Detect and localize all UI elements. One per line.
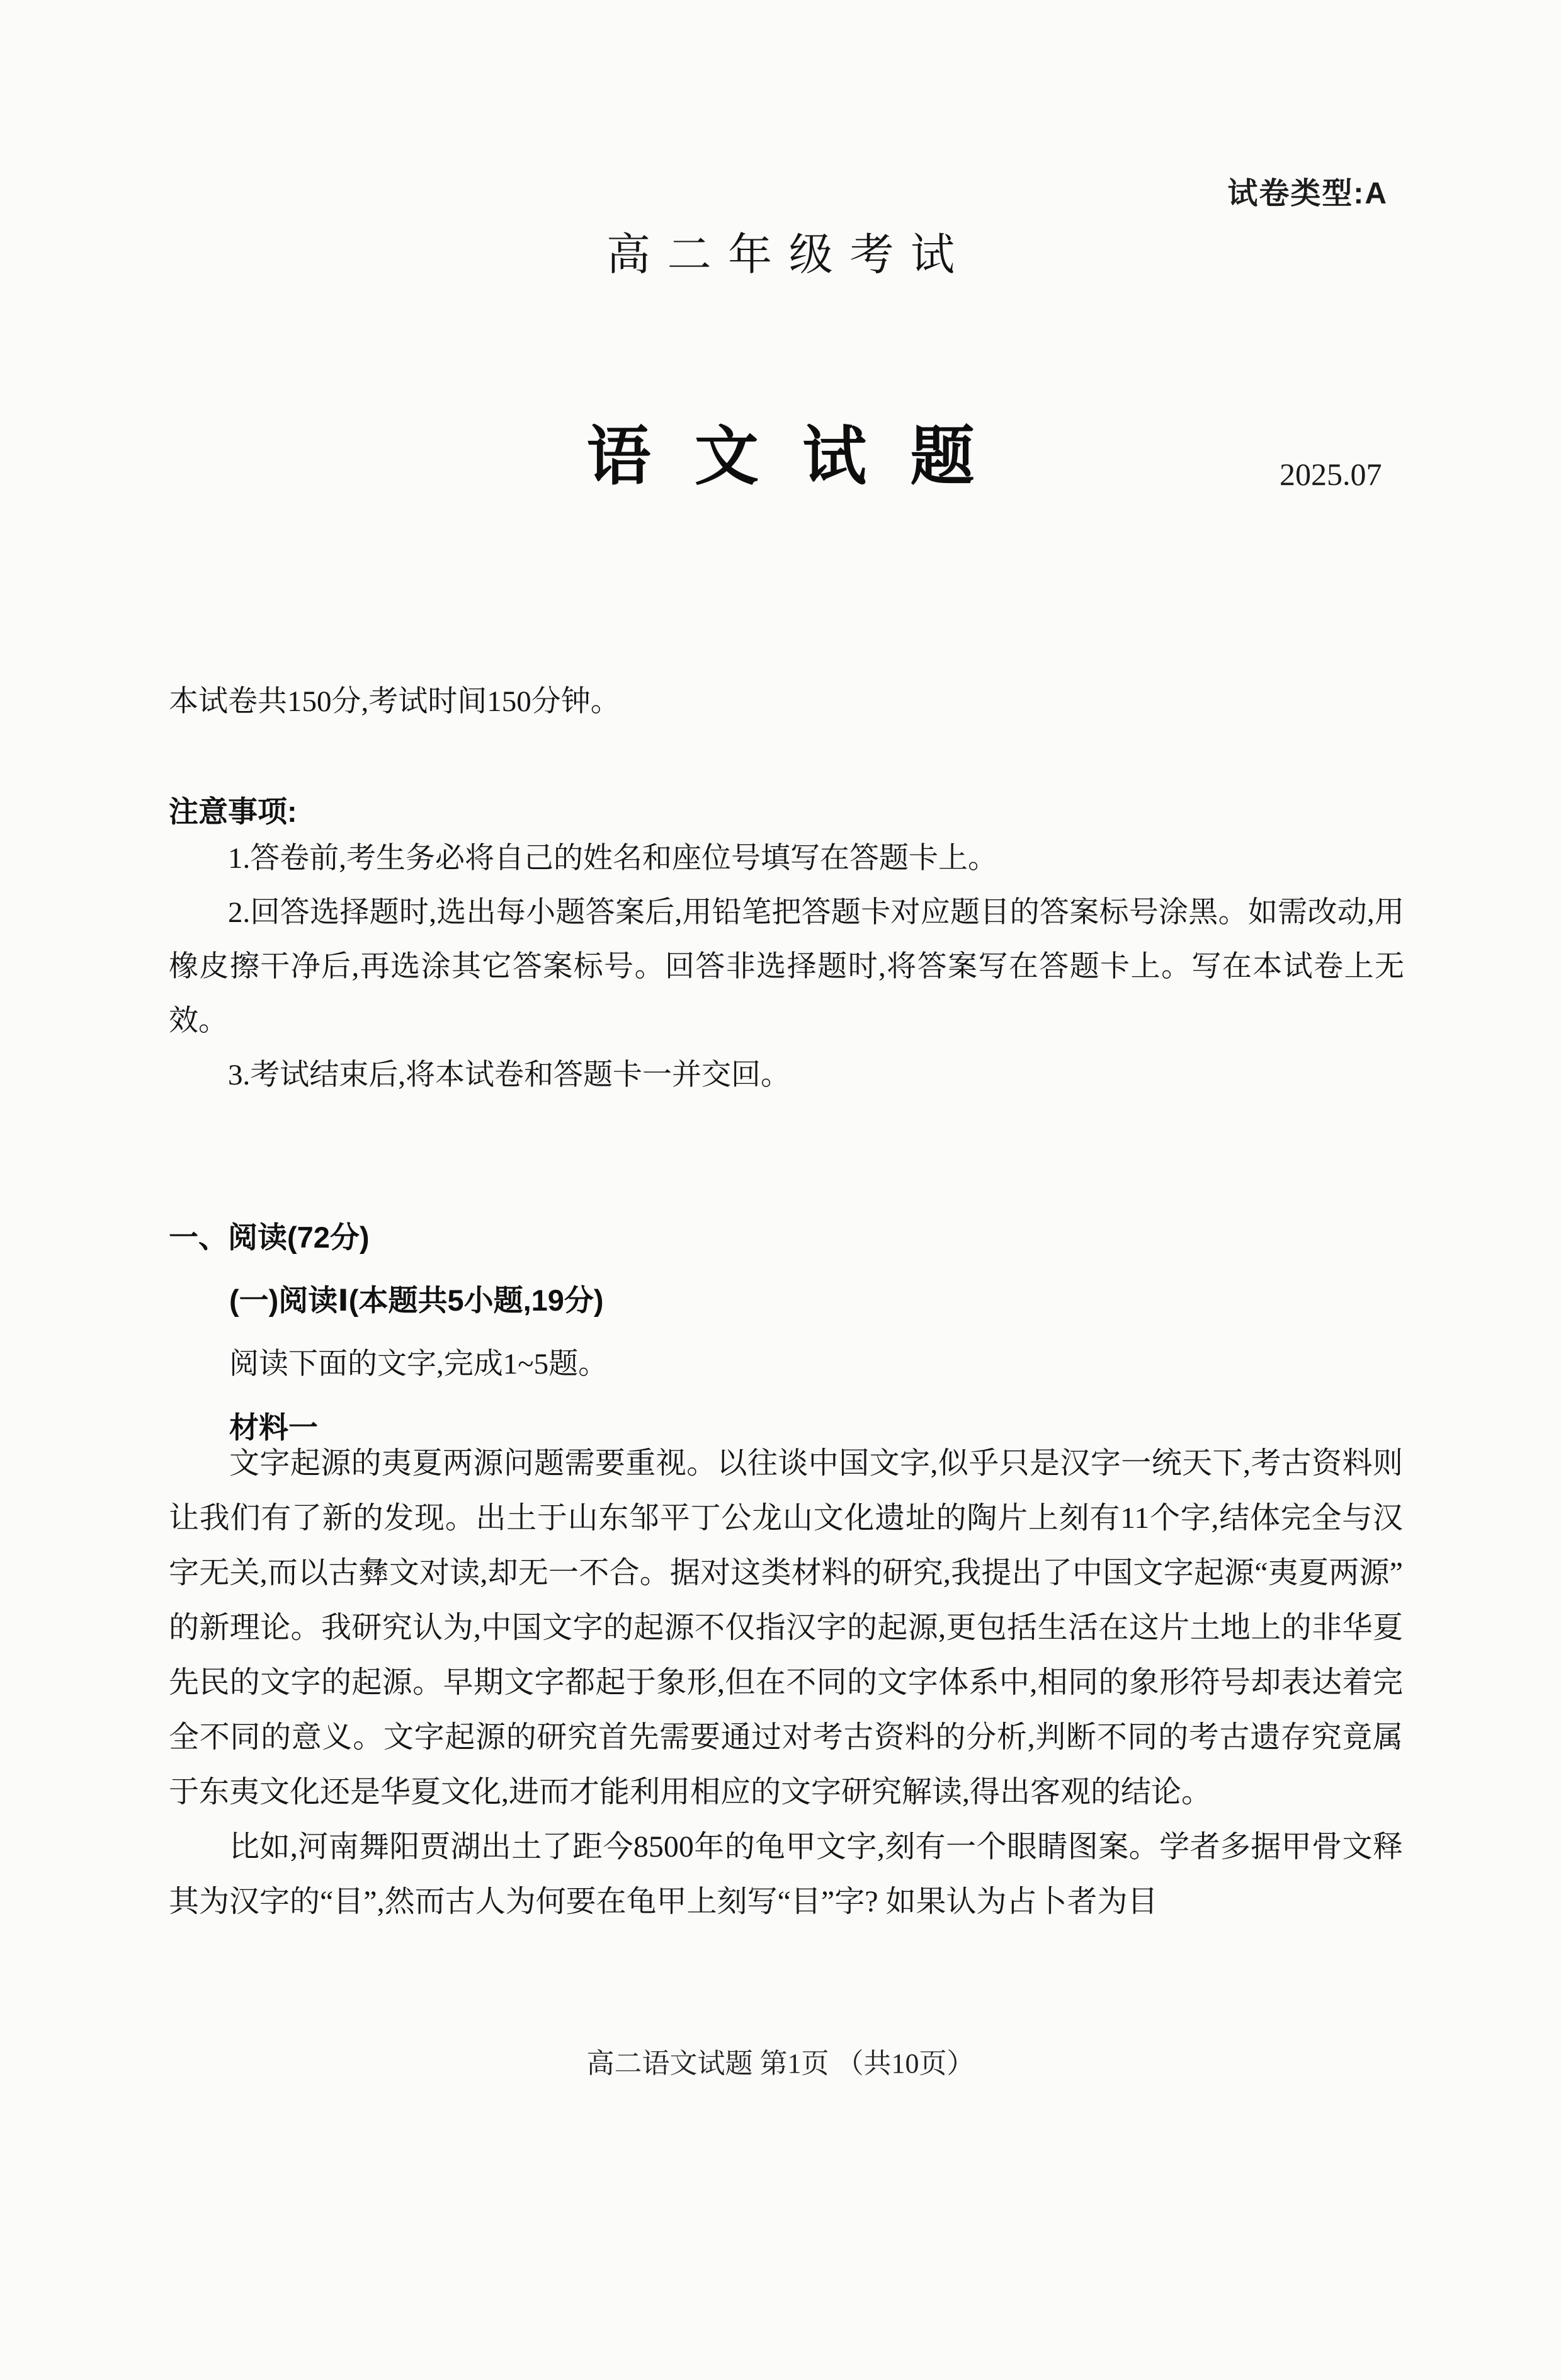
notice-item-3: 3.考试结束后,将本试卷和答题卡一并交回。: [228, 1059, 790, 1091]
exam-title: 高二年级考试: [606, 231, 972, 280]
page-footer: 高二语文试题 第1页 （共10页）: [586, 2048, 975, 2079]
material-paragraph-1: 文字起源的夷夏两源问题需要重视。以往谈中国文字,似乎只是汉字一统天下,考古资料则让我们有了新的发现。出土于山东邹平丁公龙山文化遗址的陶片上刻有11个字,结体完全与汉字无关,而以古彝文对读,却无一不合。据对这类材料的研究,我提出了中国文字起源“夷夏两源”的新理论。我研究认为,中国文字的起源不仅指汉字的起源,更包括生活在这片土地上的非华夏先民的文字的起源。早期文字都起于象形,但在不同的文字体系中,相同的象形符号却表达着完全不同的意义。文字起源的研究首先需要通过对考古资料的分析,判断不同的考古遗存究竟属于东夷文化还是华夏文化,进而才能利用相应的文字研究解读,得出客观的结论。: [169, 1447, 1403, 1809]
section-heading-reading: 一、阅读(72分): [169, 1221, 370, 1254]
paper-type-label: 试卷类型:A: [1227, 177, 1388, 210]
material-one-text: [169, 1436, 1403, 1929]
material-paragraph-2: 比如,河南舞阳贾湖出土了距今8500年的龟甲文字,刻有一个眼睛图案。学者多据甲骨文释其为汉字的“目”,然而古人为何要在龟甲上刻写“目”字? 如果认为占卜者为目: [169, 1830, 1403, 1918]
exam-intro-line: 本试卷共150分,考试时间150分钟。: [169, 685, 620, 718]
reading-instruction: 阅读下面的文字,完成1~5题。: [229, 1348, 608, 1381]
subsection-heading-reading-1: (一)阅读Ⅰ(本题共5小题,19分): [229, 1284, 604, 1317]
exam-date: 2025.07: [1280, 457, 1382, 492]
notice-list: [169, 831, 1404, 1102]
notice-item-1: 1.答卷前,考生务必将自己的姓名和座位号填写在答题卡上。: [228, 842, 997, 875]
notice-heading: 注意事项:: [169, 795, 297, 828]
material-one-heading: 材料一: [229, 1411, 318, 1444]
subject-title: 语文试题: [586, 422, 1018, 493]
notice-item-2: 2.回答选择题时,选出每小题答案后,用铅笔把答题卡对应题目的答案标号涂黑。如需改动,用橡皮擦干净后,再选涂其它答案标号。回答非选择题时,将答案写在答题卡上。写在本试卷上无效。: [169, 896, 1404, 1037]
